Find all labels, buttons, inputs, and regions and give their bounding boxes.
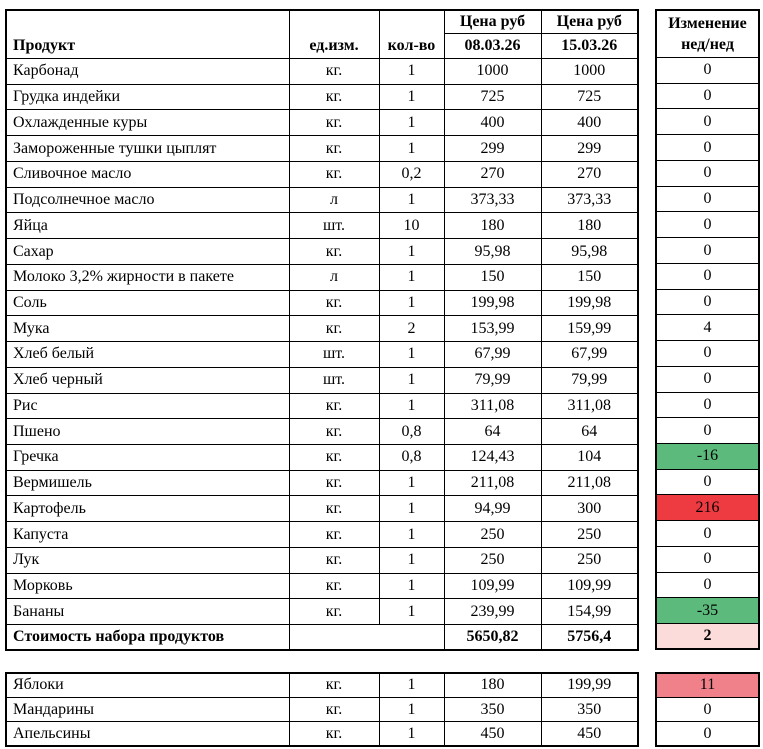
table-row [6,496,638,522]
price1-cell: 67,99 [444,342,541,368]
change-value-cell: 0 [656,521,759,547]
change-column-table [655,9,760,650]
change-row [656,212,759,238]
qty-cell: 1 [379,722,444,746]
qty-cell: 1 [379,547,444,573]
change-row [656,341,759,367]
price2-cell: 104 [541,445,638,471]
total-row [6,625,638,651]
qty-cell: 1 [379,136,444,162]
unit-cell: кг. [289,697,379,721]
unit-cell: кг. [289,547,379,573]
table-row [6,445,638,471]
price1-cell: 400 [444,110,541,136]
price1-cell: 350 [444,697,541,721]
price1-cell: 180 [444,673,541,697]
change-row [656,495,759,521]
price1-cell: 79,99 [444,367,541,393]
price1-cell: 250 [444,547,541,573]
price1-cell: 124,43 [444,445,541,471]
change-value-cell: 0 [656,546,759,572]
product-cell: Рис [6,393,289,419]
price2-cell: 64 [541,419,638,445]
price1-cell: 153,99 [444,316,541,342]
total-price2-cell: 5756,4 [541,625,638,651]
price2-cell: 67,99 [541,342,638,368]
main-price-table [5,9,639,651]
table-row [6,419,638,445]
total-label-cell: Стоимость набора продуктов [6,625,289,651]
change-row [656,521,759,547]
qty-cell: 1 [379,59,444,85]
table-row [6,599,638,625]
qty-cell: 1 [379,522,444,548]
change-row [656,598,759,624]
table-row [6,59,638,85]
price2-cell: 250 [541,547,638,573]
table-row [6,470,638,496]
unit-cell: кг. [289,470,379,496]
qty-cell: 1 [379,496,444,522]
price1-cell: 1000 [444,59,541,85]
price2-cell: 373,33 [541,187,638,213]
price2-cell: 159,99 [541,316,638,342]
price2-cell: 400 [541,110,638,136]
qty-cell: 1 [379,673,444,697]
qty-cell: 0,2 [379,161,444,187]
table-row [6,673,638,697]
price2-cell: 1000 [541,59,638,85]
table-row [6,213,638,239]
fruit-price-table [5,672,639,747]
qty-cell: 1 [379,367,444,393]
change-row [656,418,759,444]
qty-cell: 1 [379,599,444,625]
product-cell: Молоко 3,2% жирности в пакете [6,264,289,290]
unit-cell: кг. [289,136,379,162]
table-row [6,522,638,548]
price1-cell: 311,08 [444,393,541,419]
qty-cell: 1 [379,110,444,136]
column-header-unit: ед.изм. [289,10,379,59]
price2-cell: 154,99 [541,599,638,625]
table-row [6,110,638,136]
change-column-body [656,58,759,650]
unit-cell: кг. [289,59,379,85]
unit-cell: шт. [289,213,379,239]
unit-cell: кг. [289,239,379,265]
change-row [656,469,759,495]
change-value-cell: 0 [656,418,759,444]
unit-cell: шт. [289,367,379,393]
table-row [6,136,638,162]
unit-cell: кг. [289,522,379,548]
price1-cell: 199,98 [444,290,541,316]
change-row [656,572,759,598]
change-header-line1: Изменение [668,15,747,32]
column-header-qty: кол-во [379,10,444,59]
change-value-cell: 216 [656,495,759,521]
product-cell: Грудка индейки [6,84,289,110]
change-row [656,109,759,135]
unit-cell: кг. [289,673,379,697]
table-row [6,187,638,213]
price2-cell: 79,99 [541,367,638,393]
change-value-cell: 11 [656,673,759,697]
product-cell: Вермишель [6,470,289,496]
price1-cell: 299 [444,136,541,162]
product-cell: Соль [6,290,289,316]
change-value-cell: 0 [656,366,759,392]
table-row [6,573,638,599]
product-cell: Хлеб черный [6,367,289,393]
price1-cell: 211,08 [444,470,541,496]
price2-cell: 199,98 [541,290,638,316]
main-table-body [6,59,638,651]
product-cell: Лук [6,547,289,573]
unit-cell: кг. [289,722,379,746]
change-value-cell: -35 [656,598,759,624]
price1-cell: 150 [444,264,541,290]
product-cell: Морковь [6,573,289,599]
price1-cell: 95,98 [444,239,541,265]
unit-cell: кг. [289,316,379,342]
qty-cell: 1 [379,290,444,316]
change-value-cell: 0 [656,109,759,135]
price2-cell: 211,08 [541,470,638,496]
fruit-change-body [656,673,759,746]
price2-cell: 450 [541,722,638,746]
change-row [656,444,759,470]
unit-cell: л [289,264,379,290]
fruit-change-table [655,672,760,747]
change-row [656,160,759,186]
change-row [656,238,759,264]
change-header-line2: нед/нед [681,36,734,53]
price2-cell: 109,99 [541,573,638,599]
price1-cell: 94,99 [444,496,541,522]
unit-cell: кг. [289,599,379,625]
table-row [6,367,638,393]
column-header-date-2: 15.03.26 [541,34,638,59]
price2-cell: 350 [541,697,638,721]
product-cell: Яйца [6,213,289,239]
price2-cell: 250 [541,522,638,548]
change-row [656,135,759,161]
qty-cell: 1 [379,187,444,213]
price2-cell: 95,98 [541,239,638,265]
table-row [6,547,638,573]
qty-cell: 1 [379,84,444,110]
price1-cell: 373,33 [444,187,541,213]
table-row [6,722,638,746]
price1-cell: 450 [444,722,541,746]
change-value-cell: 0 [656,392,759,418]
table-row [6,342,638,368]
product-cell: Подсолнечное масло [6,187,289,213]
price2-cell: 199,99 [541,673,638,697]
column-header-product: Продукт [6,10,289,59]
change-value-cell: 0 [656,341,759,367]
product-cell: Апельсины [6,722,289,746]
qty-cell: 10 [379,213,444,239]
product-cell: Замороженные тушки цыплят [6,136,289,162]
product-cell: Пшено [6,419,289,445]
change-value-cell: 0 [656,289,759,315]
price1-cell: 725 [444,84,541,110]
change-value-cell: 0 [656,212,759,238]
qty-cell: 1 [379,264,444,290]
qty-cell: 1 [379,239,444,265]
change-row [656,58,759,84]
change-value-cell: 0 [656,263,759,289]
qty-cell: 1 [379,342,444,368]
price1-cell: 180 [444,213,541,239]
price2-cell: 725 [541,84,638,110]
unit-cell: кг. [289,290,379,316]
change-row [656,263,759,289]
change-row [656,186,759,212]
qty-cell: 1 [379,697,444,721]
price2-cell: 180 [541,213,638,239]
table-row [6,239,638,265]
table-row [6,697,638,721]
qty-cell: 1 [379,573,444,599]
price1-cell: 239,99 [444,599,541,625]
product-cell: Охлажденные куры [6,110,289,136]
change-value-cell: 0 [656,722,759,746]
change-row [656,83,759,109]
product-cell: Сливочное масло [6,161,289,187]
unit-cell: кг. [289,110,379,136]
price2-cell: 150 [541,264,638,290]
change-row [656,289,759,315]
fruit-table-body [6,673,638,746]
qty-cell: 2 [379,316,444,342]
unit-cell: шт. [289,342,379,368]
unit-cell: кг. [289,161,379,187]
table-row [6,290,638,316]
price2-cell: 270 [541,161,638,187]
total-price1-cell: 5650,82 [444,625,541,651]
price1-cell: 250 [444,522,541,548]
product-cell: Яблоки [6,673,289,697]
change-value-cell: -16 [656,444,759,470]
table-row [6,161,638,187]
total-change-row [656,624,759,650]
total-change-cell: 2 [656,624,759,650]
product-cell: Сахар [6,239,289,265]
total-empty-cell [289,625,444,651]
column-header-price-label-1: Цена руб [444,10,541,34]
product-cell: Мука [6,316,289,342]
product-cell: Капуста [6,522,289,548]
table-row [6,84,638,110]
price1-cell: 64 [444,419,541,445]
column-header-price-label-2: Цена руб [541,10,638,34]
change-row [656,673,759,697]
price1-cell: 109,99 [444,573,541,599]
product-cell: Бананы [6,599,289,625]
change-value-cell: 0 [656,83,759,109]
unit-cell: л [289,187,379,213]
change-row [656,315,759,341]
column-header-change [656,10,759,58]
unit-cell: кг. [289,496,379,522]
price1-cell: 270 [444,161,541,187]
change-value-cell: 4 [656,315,759,341]
price2-cell: 300 [541,496,638,522]
column-header-date-1: 08.03.26 [444,34,541,59]
change-row [656,722,759,746]
change-row [656,366,759,392]
unit-cell: кг. [289,84,379,110]
change-value-cell: 0 [656,58,759,84]
unit-cell: кг. [289,419,379,445]
change-row [656,697,759,721]
qty-cell: 0,8 [379,445,444,471]
change-value-cell: 0 [656,160,759,186]
change-value-cell: 0 [656,186,759,212]
main-table-header [6,10,638,59]
change-row [656,392,759,418]
product-cell: Гречка [6,445,289,471]
product-cell: Мандарины [6,697,289,721]
unit-cell: кг. [289,573,379,599]
product-cell: Хлеб белый [6,342,289,368]
table-row [6,316,638,342]
product-cell: Карбонад [6,59,289,85]
table-row [6,393,638,419]
unit-cell: кг. [289,445,379,471]
qty-cell: 0,8 [379,419,444,445]
qty-cell: 1 [379,470,444,496]
change-value-cell: 0 [656,135,759,161]
qty-cell: 1 [379,393,444,419]
product-cell: Картофель [6,496,289,522]
change-value-cell: 0 [656,697,759,721]
change-value-cell: 0 [656,238,759,264]
price2-cell: 299 [541,136,638,162]
change-row [656,546,759,572]
table-row [6,264,638,290]
change-value-cell: 0 [656,572,759,598]
change-value-cell: 0 [656,469,759,495]
price2-cell: 311,08 [541,393,638,419]
unit-cell: кг. [289,393,379,419]
